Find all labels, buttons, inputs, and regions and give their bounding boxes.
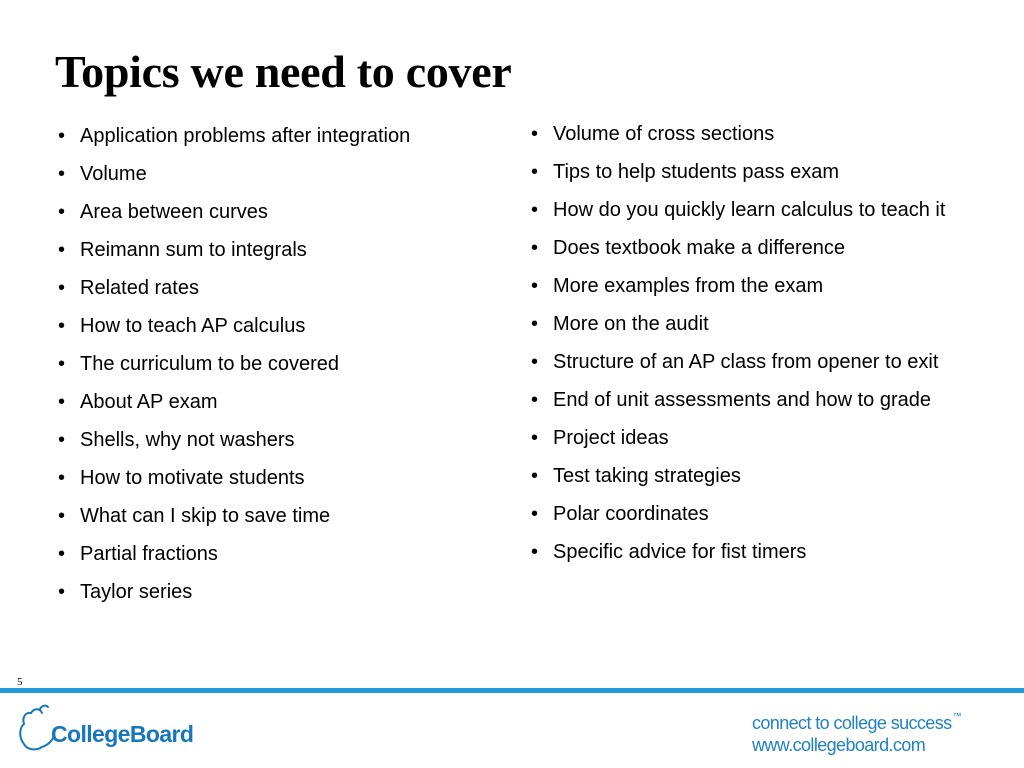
bullet-item: • Area between curves bbox=[55, 200, 485, 224]
bullet-item: • The curriculum to be covered bbox=[55, 352, 485, 376]
bullet-item: • Application problems after integration bbox=[55, 124, 485, 148]
collegeboard-logo bbox=[18, 704, 218, 754]
tagline-text: connect to college success bbox=[752, 713, 952, 733]
page-number: 5 bbox=[17, 676, 23, 688]
bullet-item: • Does textbook make a difference bbox=[528, 236, 968, 260]
bullet-item: • How to motivate students bbox=[55, 466, 485, 490]
bullet-item: • Related rates bbox=[55, 276, 485, 300]
bullet-item: • Reimann sum to integrals bbox=[55, 238, 485, 262]
tagline-line bbox=[752, 705, 961, 734]
bullet-item: • How do you quickly learn calculus to teach it bbox=[528, 198, 968, 222]
bullet-item: • Test taking strategies bbox=[528, 464, 968, 488]
slide-title: Topics we need to cover bbox=[55, 46, 512, 97]
bullet-item: • Project ideas bbox=[528, 426, 968, 450]
bullet-item: • Taylor series bbox=[55, 580, 485, 604]
footer-tagline bbox=[752, 705, 961, 756]
footer-divider bbox=[0, 688, 1024, 693]
bullet-item: • Structure of an AP class from opener to exit bbox=[528, 350, 968, 374]
bullet-item: • Shells, why not washers bbox=[55, 428, 485, 452]
logo-text: CollegeBoard bbox=[51, 721, 194, 747]
trademark-symbol: ™ bbox=[952, 711, 961, 721]
bullet-item: • Volume of cross sections bbox=[528, 122, 968, 146]
bullet-item: • Tips to help students pass exam bbox=[528, 160, 968, 184]
right-bullet-list bbox=[528, 122, 968, 578]
bullet-item: • Polar coordinates bbox=[528, 502, 968, 526]
bullet-item: • How to teach AP calculus bbox=[55, 314, 485, 338]
bullet-item: • More examples from the exam bbox=[528, 274, 968, 298]
left-bullet-list bbox=[55, 124, 485, 618]
bullet-item: • Volume bbox=[55, 162, 485, 186]
bullet-item: • End of unit assessments and how to grade bbox=[528, 388, 968, 412]
bullet-item: • More on the audit bbox=[528, 312, 968, 336]
bullet-item: • About AP exam bbox=[55, 390, 485, 414]
website-url[interactable]: www.collegeboard.com bbox=[752, 735, 926, 755]
bullet-item: • Specific advice for fist timers bbox=[528, 540, 968, 564]
bullet-item: • Partial fractions bbox=[55, 542, 485, 566]
bullet-item: • What can I skip to save time bbox=[55, 504, 485, 528]
